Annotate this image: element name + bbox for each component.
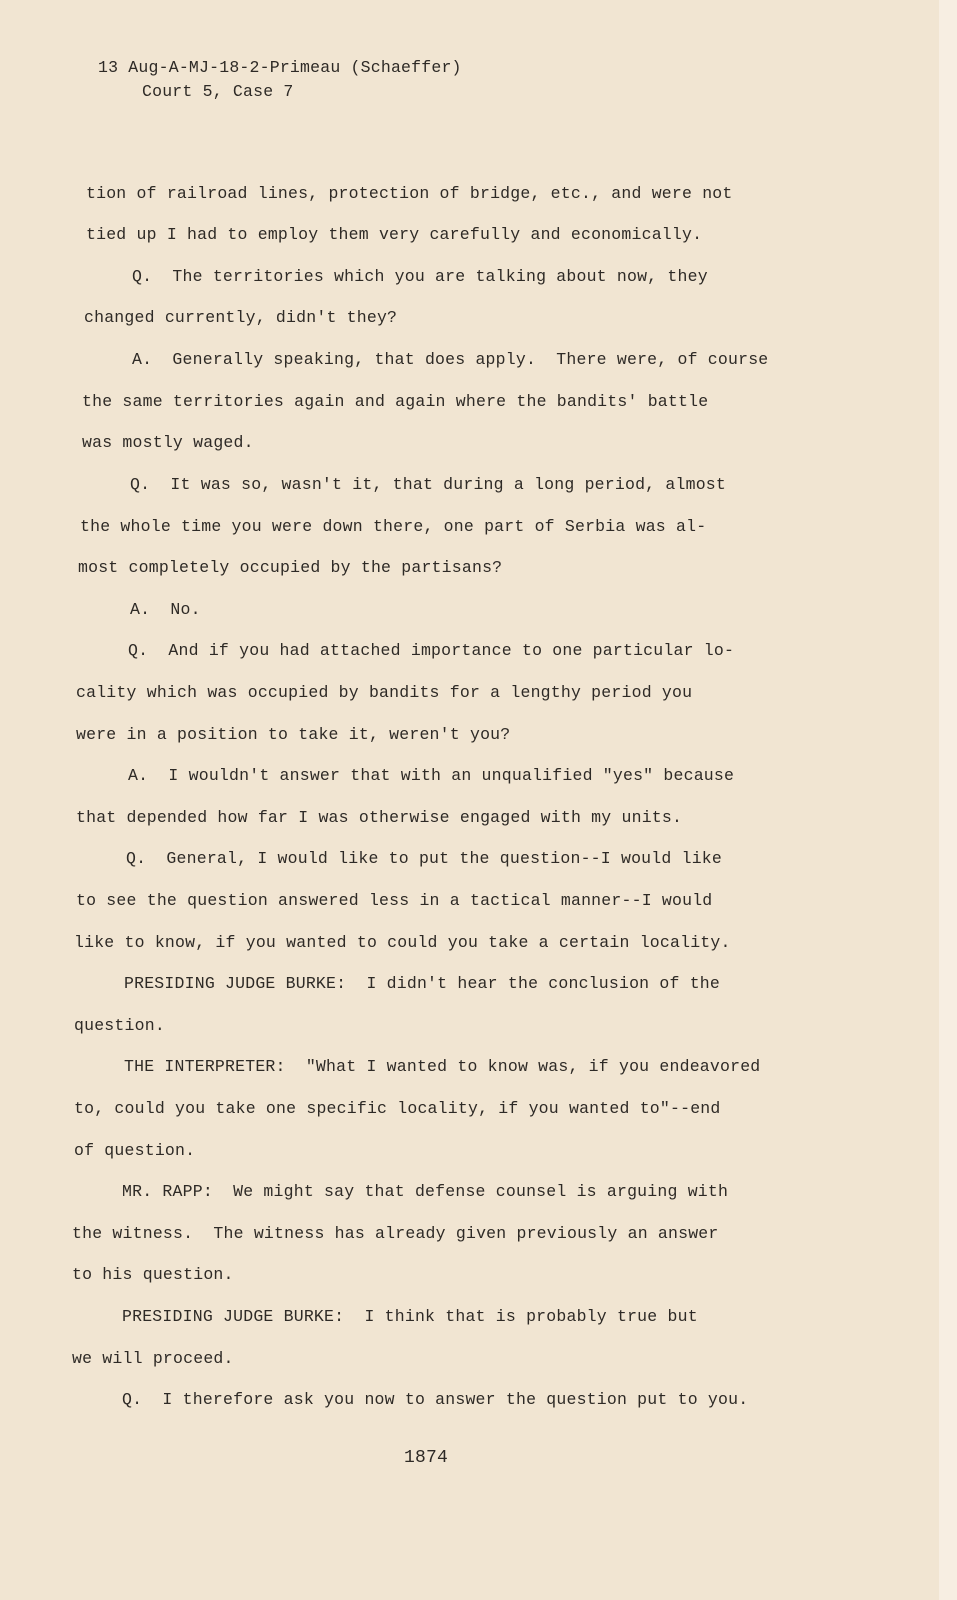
text-line: were in a position to take it, weren't you? <box>76 725 511 744</box>
header-court-line: Court 5, Case 7 <box>142 82 294 101</box>
text-line: Q. It was so, wasn't it, that during a long period, almost <box>130 475 726 494</box>
text-line: was mostly waged. <box>82 433 254 452</box>
text-line: we will proceed. <box>72 1349 234 1368</box>
text-line: PRESIDING JUDGE BURKE: I didn't hear the conclusion of the <box>124 974 720 993</box>
text-line: A. No. <box>130 600 201 619</box>
page-edge <box>939 0 957 1600</box>
text-line: Q. The territories which you are talking about now, they <box>132 267 708 286</box>
text-line: the same territories again and again where the bandits' battle <box>82 392 709 411</box>
text-line: Q. I therefore ask you now to answer the question put to you. <box>122 1390 749 1409</box>
text-line: question. <box>74 1016 165 1035</box>
text-line: to his question. <box>72 1265 234 1284</box>
text-line: most completely occupied by the partisans? <box>78 558 503 577</box>
text-line: cality which was occupied by bandits for a lengthy period you <box>76 683 693 702</box>
page-number: 1874 <box>404 1448 449 1468</box>
text-line: A. I wouldn't answer that with an unqualified "yes" because <box>128 766 735 785</box>
header-docket-line: 13 Aug-A-MJ-18-2-Primeau (Schaeffer) <box>98 58 462 77</box>
text-line: PRESIDING JUDGE BURKE: I think that is probably true but <box>122 1307 698 1326</box>
text-line: A. Generally speaking, that does apply. There were, of course <box>132 350 769 369</box>
text-line: to see the question answered less in a tactical manner--I would <box>76 891 713 910</box>
text-line: to, could you take one specific locality, if you wanted to"--end <box>74 1099 721 1118</box>
text-line: tied up I had to employ them very carefully and economically. <box>86 225 703 244</box>
document-header <box>98 56 462 104</box>
text-line: Q. And if you had attached importance to one particular lo- <box>128 641 735 660</box>
text-line: like to know, if you wanted to could you take a certain locality. <box>74 933 731 952</box>
text-line: Q. General, I would like to put the question--I would like <box>126 849 722 868</box>
text-line: that depended how far I was otherwise engaged with my units. <box>76 808 683 827</box>
text-line: the whole time you were down there, one part of Serbia was al- <box>80 517 707 536</box>
text-line: THE INTERPRETER: "What I wanted to know was, if you endeavored <box>124 1057 761 1076</box>
text-line: MR. RAPP: We might say that defense counsel is arguing with <box>122 1182 729 1201</box>
text-line: of question. <box>74 1141 196 1160</box>
text-line: the witness. The witness has already given previously an answer <box>72 1224 719 1243</box>
text-line: tion of railroad lines, protection of bridge, etc., and were not <box>86 184 733 203</box>
text-line: changed currently, didn't they? <box>84 308 398 327</box>
